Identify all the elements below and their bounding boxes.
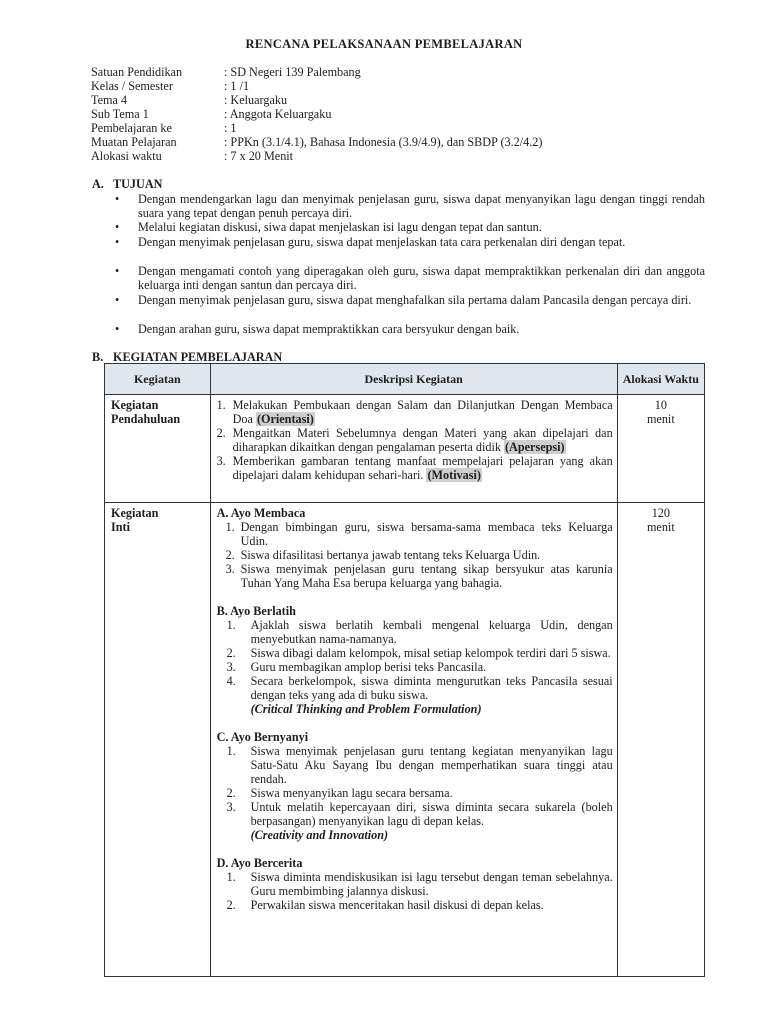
duration-unit: menit	[646, 520, 675, 534]
item-text: Memberikan gambaran tentang manfaat mempelajari pelajaran yang akan dipelajari dalam kehidupan sehari-hari.	[232, 454, 613, 482]
info-row-muatan	[91, 135, 542, 149]
info-value: : 7 x 20 Menit	[224, 149, 294, 163]
info-value: : Keluargaku	[224, 93, 288, 107]
info-label: Pembelajaran ke	[91, 121, 172, 135]
list-item	[217, 744, 613, 786]
duration-unit: menit	[646, 412, 675, 426]
item-text: Secara berkelompok, siswa diminta mengurutkan teks Pancasila sesuai dengan teks yang ada di buku siswa.	[250, 674, 613, 702]
tujuan-text: Dengan mengamati contoh yang diperagakan oleh guru, siswa dapat mempraktikkan perkenalan diri dan anggota keluarga inti dengan santun dan percaya diri.	[138, 264, 705, 292]
item-text: Siswa menyimak penjelasan guru tentang kegiatan menyanyikan lagu Satu-Satu Aku Sayang Ibu dengan memperhatikan suara tinggi atau rendah.	[250, 744, 613, 786]
ayo-membaca-list	[217, 520, 613, 590]
item-text: Guru membagikan amplop berisi teks Pancasila.	[250, 660, 487, 674]
row-label	[105, 395, 211, 503]
row-label-line: Pendahuluan	[111, 412, 181, 426]
list-item	[217, 660, 613, 674]
subsection-heading: C. Ayo Bernyanyi	[216, 730, 309, 744]
ayo-bercerita-list	[217, 870, 613, 912]
item-number: 3.	[226, 800, 236, 814]
subsection-heading: B. Ayo Berlatih	[216, 604, 296, 618]
kegiatan-table	[104, 363, 705, 977]
item-number: 3.	[226, 660, 236, 674]
tujuan-item: • Dengan arahan guru, siswa dapat mempraktikkan cara bersyukur dengan baik.	[112, 322, 705, 336]
info-row-satuan	[91, 65, 361, 79]
document-title: RENCANA PELAKSANAAN PEMBELAJARAN	[245, 37, 523, 51]
item-number: 3.	[225, 562, 235, 576]
list-item	[217, 548, 613, 562]
info-value: : Anggota Keluargaku	[224, 107, 332, 121]
list-item	[217, 618, 613, 646]
subsection-heading: D. Ayo Bercerita	[216, 856, 303, 870]
tujuan-item: • Dengan mendengarkan lagu dan menyimak penjelasan guru, siswa dapat menyanyikan lagu dengan tinggi rendah suara yang tepat dengan penuh percaya diri.	[112, 192, 705, 220]
list-item	[217, 454, 613, 482]
section-letter: B.	[92, 350, 104, 364]
item-text: Melakukan Pembukaan dengan Salam dan Dilanjutkan Dengan Membaca Doa	[232, 398, 613, 426]
tag-orientasi: (Orientasi)	[256, 412, 314, 426]
tujuan-item: • Melalui kegiatan diskusi, siwa dapat menjelaskan isi lagu dengan tepat dan santun.	[112, 220, 705, 234]
list-item	[217, 398, 613, 426]
info-label: Tema 4	[91, 93, 128, 107]
info-value: : 1	[224, 121, 237, 135]
tujuan-text: Dengan menyimak penjelasan guru, siswa dapat menjelaskan tata cara perkenalan diri dengan tepat.	[138, 235, 626, 249]
info-value: : 1 /1	[224, 79, 250, 93]
list-item	[217, 870, 613, 898]
item-number: 1.	[226, 870, 236, 884]
header-alokasi: Alokasi Waktu	[617, 364, 704, 395]
emphasis-creativity: (Creativity and Innovation)	[250, 828, 389, 842]
item-text: Perwakilan siswa menceritakan hasil diskusi di depan kelas.	[250, 898, 544, 912]
row-label-line: Kegiatan	[111, 506, 159, 520]
item-number: 1.	[216, 398, 226, 412]
item-text: Siswa dibagi dalam kelompok, misal setiap kelompok terdiri dari 5 siswa.	[250, 646, 611, 660]
item-text: Ajaklah siswa berlatih kembali mengenal keluarga Udin, dengan menyebutkan nama-namanya.	[250, 618, 613, 646]
item-text: Siswa menyanyikan lagu secara bersama.	[250, 786, 453, 800]
section-letter: A.	[92, 177, 104, 191]
item-number: 2.	[225, 548, 235, 562]
info-row-subtema	[91, 107, 331, 121]
row-label	[105, 503, 211, 977]
item-number: 4.	[226, 674, 236, 688]
list-item	[217, 646, 613, 660]
item-text: Dengan bimbingan guru, siswa bersama-sama membaca teks Keluarga Udin.	[240, 520, 613, 548]
item-number: 3.	[216, 454, 226, 468]
section-b-heading	[92, 350, 282, 364]
table-row-inti	[105, 503, 705, 977]
tujuan-text: Melalui kegiatan diskusi, siwa dapat menjelaskan isi lagu dengan tepat dan santun.	[138, 220, 542, 234]
item-number: 1.	[226, 618, 236, 632]
pendahuluan-description	[210, 395, 617, 503]
duration-cell	[617, 395, 704, 503]
tujuan-text: Dengan menyimak penjelasan guru, siswa dapat menghafalkan sila pertama dalam Pancasila dengan percaya diri.	[138, 293, 692, 307]
table-header-row	[105, 364, 705, 395]
item-text: Siswa menyimak penjelasan guru tentang sikap bersyukur atas karunia Tuhan Yang Maha Esa berupa keluarga yang bahagia.	[240, 562, 613, 590]
tag-motivasi: (Motivasi)	[427, 468, 481, 482]
info-row-pembelajaran	[91, 121, 237, 135]
item-number: 1.	[226, 744, 236, 758]
item-number: 2.	[226, 786, 236, 800]
tag-apersepsi: (Apersepsi)	[505, 440, 565, 454]
list-item	[217, 562, 613, 590]
table-row-pendahuluan	[105, 395, 705, 503]
header-kegiatan: Kegiatan	[105, 364, 211, 395]
duration-value: 10	[654, 398, 667, 412]
row-label-line: Inti	[111, 520, 130, 534]
info-value: : SD Negeri 139 Palembang	[224, 65, 361, 79]
section-a-heading	[92, 177, 162, 191]
info-label: Kelas / Semester	[91, 79, 173, 93]
item-text: Mengaitkan Materi Sebelumnya dengan Materi yang akan dipelajari dan diharapkan dikaitkan dengan pengalaman peserta didik	[232, 426, 613, 454]
duration-value: 120	[651, 506, 670, 520]
tujuan-item: • Dengan mengamati contoh yang diperagakan oleh guru, siswa dapat mempraktikkan perkenalan diri dan anggota keluarga inti dengan santun dan percaya diri.	[112, 264, 705, 292]
section-title: TUJUAN	[113, 177, 163, 191]
item-number: 2.	[226, 898, 236, 912]
list-item	[217, 520, 613, 548]
info-label: Alokasi waktu	[91, 149, 162, 163]
info-value: : PPKn (3.1/4.1), Bahasa Indonesia (3.9/4.9), dan SBDP (3.2/4.2)	[224, 135, 543, 149]
ayo-berlatih-list	[217, 618, 613, 702]
section-title: KEGIATAN PEMBELAJARAN	[113, 350, 283, 364]
tujuan-item: • Dengan menyimak penjelasan guru, siswa dapat menjelaskan tata cara perkenalan diri dengan tepat.	[112, 235, 705, 249]
ayo-bernyanyi-list	[217, 744, 613, 828]
duration-cell	[617, 503, 704, 977]
item-number: 1.	[225, 520, 235, 534]
tujuan-text: Dengan mendengarkan lagu dan menyimak penjelasan guru, siswa dapat menyanyikan lagu dengan tinggi rendah suara yang tepat dengan penuh percaya diri.	[138, 192, 705, 220]
row-label-line: Kegiatan	[111, 398, 159, 412]
info-row-alokasi	[91, 149, 293, 163]
emphasis-critical-thinking: (Critical Thinking and Problem Formulation)	[250, 702, 482, 716]
info-label: Satuan Pendidikan	[91, 65, 183, 79]
item-number: 2.	[216, 426, 226, 440]
item-text: Siswa diminta mendiskusikan isi lagu tersebut dengan teman sebelahnya. Guru membimbing jalannya diskusi.	[250, 870, 613, 898]
list-item	[217, 674, 613, 702]
info-label: Muatan Pelajaran	[91, 135, 177, 149]
item-text: Untuk melatih kepercayaan diri, siswa diminta secara sukarela (boleh berpasangan) menyanyikan lagu di depan kelas.	[250, 800, 613, 828]
info-row-kelas	[91, 79, 249, 93]
info-row-tema	[91, 93, 287, 107]
pendahuluan-list	[217, 398, 613, 482]
info-label: Sub Tema 1	[91, 107, 149, 121]
tujuan-text: Dengan arahan guru, siswa dapat mempraktikkan cara bersyukur dengan baik.	[138, 322, 520, 336]
list-item	[217, 426, 613, 454]
inti-description	[210, 503, 617, 977]
list-item	[217, 800, 613, 828]
list-item	[217, 786, 613, 800]
header-deskripsi: Deskripsi Kegiatan	[210, 364, 617, 395]
subsection-heading: A. Ayo Membaca	[216, 506, 306, 520]
item-text: Siswa difasilitasi bertanya jawab tentang teks Keluarga Udin.	[240, 548, 541, 562]
item-number: 2.	[226, 646, 236, 660]
list-item	[217, 898, 613, 912]
tujuan-item: • Dengan menyimak penjelasan guru, siswa dapat menghafalkan sila pertama dalam Pancasila dengan percaya diri.	[112, 293, 705, 307]
